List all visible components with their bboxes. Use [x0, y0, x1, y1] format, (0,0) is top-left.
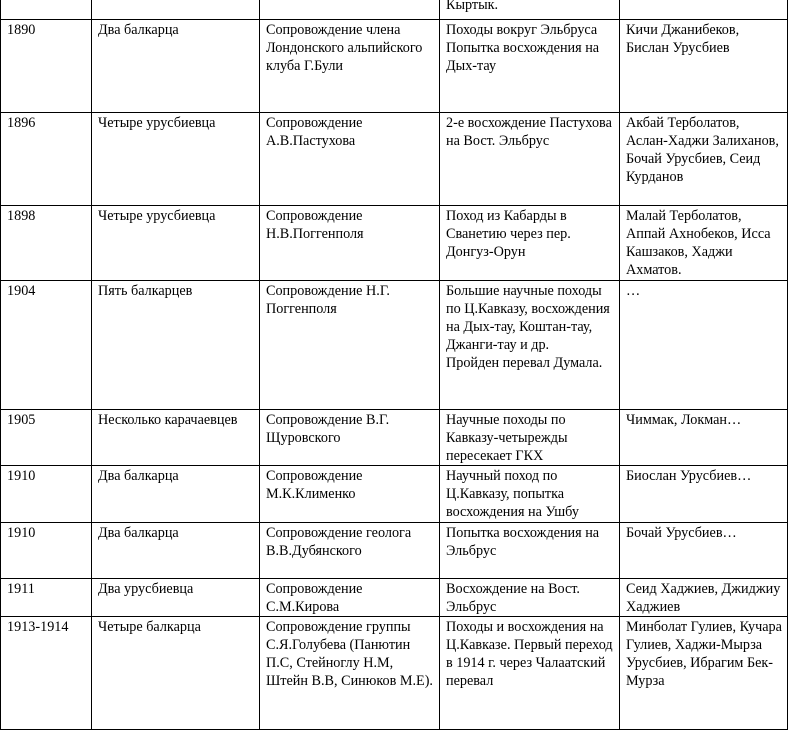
- purpose-cell: Сопровождение В.Г. Щуровского: [260, 410, 440, 466]
- table-body: [1, 0, 788, 729]
- names-cell: Минболат Гулиев, Кучара Гулиев, Хаджи-Мырза Урусбиев, Ибрагим Бек-Мурза: [620, 616, 788, 729]
- year-cell: 1911: [1, 578, 92, 616]
- year-cell: 1910: [1, 522, 92, 578]
- names-cell: Чиммак, Локман…: [620, 410, 788, 466]
- table-row: [1, 522, 788, 578]
- route-cell: Научные походы по Кавказу-четырежды пересекает ГКХ: [440, 410, 620, 466]
- names-cell: Малай Терболатов, Аппай Ахнобеков, Исса Кашзаков, Хаджи Ахматов.: [620, 206, 788, 281]
- group-cell: Пять балкарцев: [92, 281, 260, 410]
- year-cell: [1, 0, 92, 20]
- group-cell: [92, 0, 260, 20]
- names-cell: [620, 0, 788, 20]
- route-cell: Попытка восхождения на Эльбрус: [440, 522, 620, 578]
- group-cell: Несколько карачаевцев: [92, 410, 260, 466]
- table-row: [1, 616, 788, 729]
- purpose-cell: Сопровождение Н.В.Поггенполя: [260, 206, 440, 281]
- year-cell: 1898: [1, 206, 92, 281]
- purpose-cell: Сопровождение Н.Г. Поггенполя: [260, 281, 440, 410]
- group-cell: Два балкарца: [92, 522, 260, 578]
- group-cell: Два балкарца: [92, 20, 260, 113]
- names-cell: Бочай Урусбиев…: [620, 522, 788, 578]
- year-cell: 1913-1914: [1, 616, 92, 729]
- purpose-cell: Сопровождение М.К.Клименко: [260, 466, 440, 522]
- purpose-cell: Сопровождение геолога В.В.Дубянского: [260, 522, 440, 578]
- route-cell: Научный поход по Ц.Кавказу, попытка восхождения на Ушбу: [440, 466, 620, 522]
- group-cell: Два балкарца: [92, 466, 260, 522]
- year-cell: 1904: [1, 281, 92, 410]
- route-cell: Восхождение на Вост. Эльбрус: [440, 578, 620, 616]
- year-cell: 1905: [1, 410, 92, 466]
- route-cell: Кыртык.: [440, 0, 620, 20]
- names-cell: Кичи Джанибеков, Бислан Урусбиев: [620, 20, 788, 113]
- table-row: [1, 0, 788, 20]
- table-row: [1, 410, 788, 466]
- year-cell: 1890: [1, 20, 92, 113]
- year-cell: 1896: [1, 113, 92, 206]
- route-cell: Походы вокруг Эльбруса Попытка восхождения на Дых-тау: [440, 20, 620, 113]
- table-row: [1, 281, 788, 410]
- purpose-cell: Сопровождение С.М.Кирова: [260, 578, 440, 616]
- route-cell: Большие научные походы по Ц.Кавказу, восхождения на Дых-тау, Коштан-тау, Джанги-тау и др. Пройден перевал Думала.: [440, 281, 620, 410]
- table-row: [1, 206, 788, 281]
- purpose-cell: Сопровождение А.В.Пастухова: [260, 113, 440, 206]
- group-cell: Четыре балкарца: [92, 616, 260, 729]
- table-row: [1, 578, 788, 616]
- group-cell: Четыре урусбиевца: [92, 206, 260, 281]
- table-row: [1, 113, 788, 206]
- table-row: [1, 466, 788, 522]
- names-cell: Сеид Хаджиев, Джиджиу Хаджиев: [620, 578, 788, 616]
- purpose-cell: [260, 0, 440, 20]
- group-cell: Четыре урусбиевца: [92, 113, 260, 206]
- purpose-cell: Сопровождение группы С.Я.Голубева (Панютин П.С, Стейноглу Н.М, Штейн В.В, Синюков М.Е).: [260, 616, 440, 729]
- purpose-cell: Сопровождение члена Лондонского альпийского клуба Г.Були: [260, 20, 440, 113]
- group-cell: Два урусбиевца: [92, 578, 260, 616]
- route-cell: Поход из Кабарды в Сванетию через пер. Донгуз-Орун: [440, 206, 620, 281]
- table-row: [1, 20, 788, 113]
- names-cell: …: [620, 281, 788, 410]
- names-cell: Акбай Терболатов, Аслан-Хаджи Залиханов, Бочай Урусбиев, Сеид Курданов: [620, 113, 788, 206]
- names-cell: Биослан Урусбиев…: [620, 466, 788, 522]
- route-cell: Походы и восхождения на Ц.Кавказе. Первый переход в 1914 г. через Чалаатский перевал: [440, 616, 620, 729]
- year-cell: 1910: [1, 466, 92, 522]
- route-cell: 2-е восхождение Пастухова на Вост. Эльбрус: [440, 113, 620, 206]
